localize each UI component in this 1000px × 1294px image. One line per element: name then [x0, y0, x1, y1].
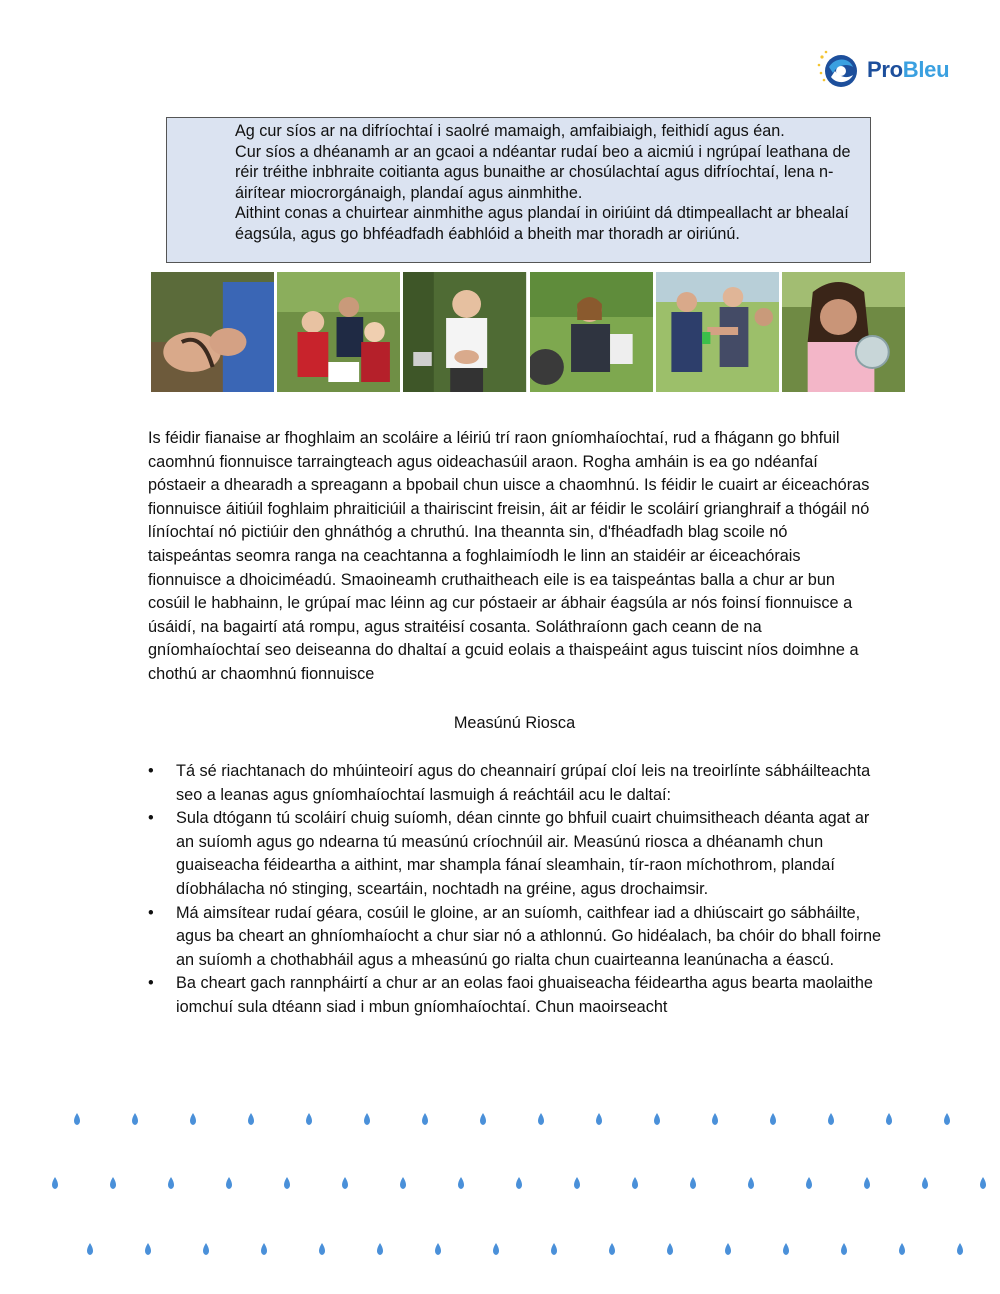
water-drop-icon: [284, 1177, 290, 1189]
water-drop-icon: [364, 1113, 370, 1125]
list-item: [148, 807, 888, 901]
water-drop-icon: [690, 1177, 696, 1189]
bullet-text: Tá sé riachtanach do mhúinteoirí agus do cheannairí grúpaí cloí leis na treoirlínte sábháilteachta seo a leanas agus gníomhaíochtaí lasmuigh á reáchtáil acu le daltaí:: [176, 762, 871, 804]
water-drop-icon: [957, 1243, 963, 1255]
water-drop-icon: [203, 1243, 209, 1255]
evidence-paragraph: Is féidir fianaise ar fhoghlaim an scoláire a léiriú trí raon gníomhaíochtaí, rud a fhágann go bhfuil caomhnú fionnuisce tarraingteach agus oideachasúil araon. Rogha amháin is ea go ndéanfaí póstaeir a dhearadh a spreagann a bpobail chun uisce a chaomhnú. Is féidir le cuairt ar éiceachóras fionnuisce áitiúil foghlaim phraiticiúil a thairiscint freisin, áit ar féidir le scoláirí grianghraif a thógáil nó líníochtaí nó pictiúir den ghnáthóg a chruthú. Ina theannta sin, d'fhéadfadh blag scoile nó taispeántas seomra ranga na ceachtanna a foghlaimíodh le linn an staidéir ar éiceachórais fionnuisce a dhoiciméadú. Smaoineamh cruthaitheach eile is ea taispeántas balla a chur ar bun cosúil le habhainn, le grúpaí mac léinn ag cur póstaeir ar ábhair éagsúla ar nós foinsí fionnuisce a úsáidí, na bagairtí atá rompu, agus straitéisí cosanta. Soláthraíonn gach ceann de na gníomhaíochtaí seo deiseanna do dhaltaí a gcuid eolais a thaispeáint agus tuiscint níos doimhne a chothú ar chaomhnú fionnuisce: [148, 429, 870, 683]
photo-girl-with-jar: [782, 272, 905, 392]
bullet-icon: •: [148, 762, 154, 780]
water-drop-icon: [886, 1113, 892, 1125]
risk-assessment-heading: Measúnú Riosca: [453, 714, 576, 732]
water-drop-icon: [770, 1113, 776, 1125]
list-item: [148, 902, 888, 973]
objective-2: Cur síos a dhéanamh ar an gcaoi a ndéantar rudaí beo a aicmiú i ngrúpaí leathana de réir tréithe inbhraite coitianta agus bunaithe ar chosúlachtaí agus difríochtaí, lena n-áirítear miocrorgánaigh, plandaí agus ainmhithe.: [235, 142, 851, 202]
water-drop-icon: [168, 1177, 174, 1189]
water-drop-icon: [493, 1243, 499, 1255]
water-drop-icon: [922, 1177, 928, 1189]
water-drop-icon: [342, 1177, 348, 1189]
water-drop-icon: [596, 1113, 602, 1125]
probleu-logo-icon: [815, 47, 861, 93]
water-drop-icon: [899, 1243, 905, 1255]
water-drop-icon: [74, 1113, 80, 1125]
list-item: [148, 972, 888, 1019]
water-drop-icon: [632, 1177, 638, 1189]
water-drop-icon: [609, 1243, 615, 1255]
objective-3: Aithint conas a chuirtear ainmhithe agus plandaí in oiriúint dá dtimpeallacht ar bhealaí éagsúla, agus go bhféadfadh éabhlóid a bheith mar thoradh ar oiriúnú.: [235, 204, 849, 243]
water-drop-icon: [145, 1243, 151, 1255]
water-drop-icon: [864, 1177, 870, 1189]
water-drop-icon: [261, 1243, 267, 1255]
bullet-icon: •: [148, 974, 154, 993]
water-drop-icon: [190, 1113, 196, 1125]
bullet-icon: •: [148, 809, 154, 828]
water-drop-icon: [377, 1243, 383, 1255]
water-drop-icon: [712, 1113, 718, 1125]
water-drop-icon: [783, 1243, 789, 1255]
water-drop-icon: [480, 1113, 486, 1125]
logo-text-pro: Pro: [867, 57, 903, 82]
water-drop-icon: [132, 1113, 138, 1125]
photo-woman-kneeling: [530, 272, 653, 392]
water-drop-icon: [806, 1177, 812, 1189]
water-drop-icon: [944, 1113, 950, 1125]
water-drop-pattern: [0, 1100, 1000, 1270]
water-drop-icon: [110, 1177, 116, 1189]
photo-hands-worm: [151, 272, 274, 392]
photo-strip: [151, 272, 905, 392]
learning-objectives-box: [166, 117, 871, 263]
water-drop-icon: [87, 1243, 93, 1255]
bullet-text: Má aimsítear rudaí géara, cosúil le gloine, ar an suíomh, caithfear iad a dhiúscairt go sábháilte, agus ba cheart an ghníomhaíocht a chur siar nó a athlonnú. Go hidéalach, ba chóir do bhall foirne an suíomh a chothabháil agus a mheasúnú go rialta chun cuairteanna leanúnacha a éascú.: [176, 903, 882, 969]
water-drop-icon: [516, 1177, 522, 1189]
water-drop-icon: [52, 1177, 58, 1189]
bullet-text: Ba cheart gach rannpháirtí a chur ar an eolas faoi ghuaiseacha féideartha agus bearta maolaithe iomchuí sula dtéann siad i mbun gníomhaíochtaí. Chun maoirseacht: [176, 974, 873, 1016]
bullet-text: Sula dtógann tú scoláirí chuig suíomh, déan cinnte go bhfuil cuairt chuimsitheach déanta agat ar an suíomh agus go ndearna tú measúnú críochnúil air. Measúnú riosca a dhéanamh chun guaiseacha féideartha a aithint, mar shampla fánaí sleamhain, tír-raon míchothrom, plandaí díobhálacha nó stinging, sceartáin, nochtadh na gréine, agus drochaimsir.: [176, 809, 870, 898]
photo-children-outdoors: [277, 272, 400, 392]
water-drop-icon: [980, 1177, 986, 1189]
water-drop-icon: [748, 1177, 754, 1189]
water-drop-icon: [841, 1243, 847, 1255]
water-drop-icon: [538, 1113, 544, 1125]
water-drop-icon: [306, 1113, 312, 1125]
logo-text-bleu: Bleu: [902, 57, 950, 82]
water-drop-icon: [400, 1177, 406, 1189]
water-drop-icon: [319, 1243, 325, 1255]
probleu-logo: [815, 47, 975, 93]
objective-1: Ag cur síos ar na difríochtaí i saolré mamaigh, amfaibiaigh, feithidí agus éan.: [235, 122, 785, 140]
bullet-icon: •: [148, 903, 154, 922]
logo-wordmark: [867, 57, 949, 83]
photo-group-hands: [656, 272, 779, 392]
water-drop-icon: [422, 1113, 428, 1125]
water-drop-icon: [574, 1177, 580, 1189]
water-drop-icon: [248, 1113, 254, 1125]
water-drop-icon: [551, 1243, 557, 1255]
water-drop-icon: [725, 1243, 731, 1255]
water-drop-icon: [828, 1113, 834, 1125]
list-item: [148, 760, 888, 807]
water-drop-icon: [435, 1243, 441, 1255]
water-drop-icon: [458, 1177, 464, 1189]
water-drop-icon: [226, 1177, 232, 1189]
water-drop-icon: [667, 1243, 673, 1255]
photo-boy-holding-creature: [403, 272, 526, 392]
risk-bullet-list: [148, 760, 888, 1020]
water-drop-icon: [654, 1113, 660, 1125]
